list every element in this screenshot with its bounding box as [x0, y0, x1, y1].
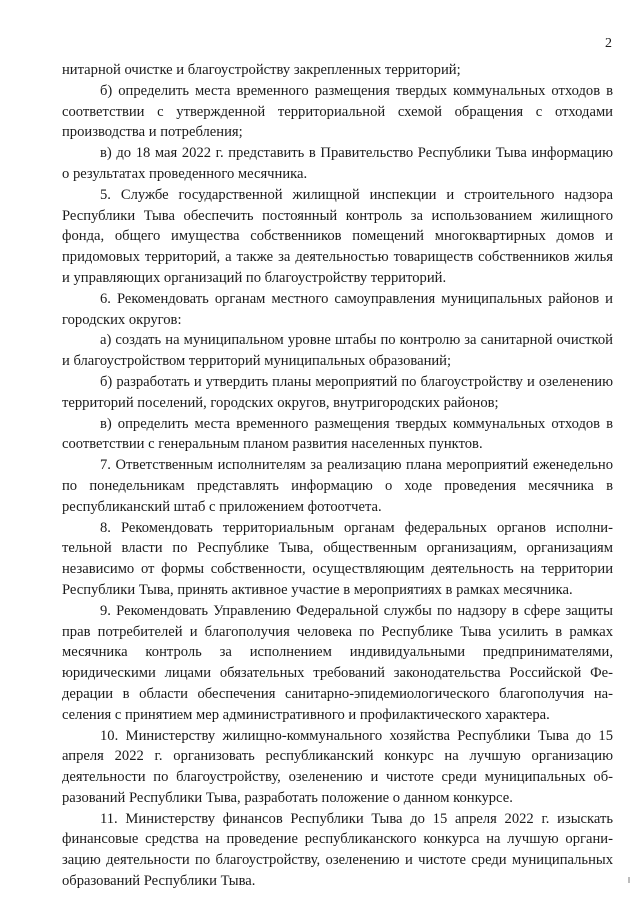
paragraph-9: 9. Рекомендовать Управлению Федеральной службы по надзору в сфере защиты прав потребителей и благополучия человека по Республике Тыва усилить в рамках месячника контроль за исполнением индивидуальными предпринимателями, юридическими лицами обязательных требований законодательства Российской Федерации в области обеспечения санитарно-эпидемиологического благополучия населения с принятием мер административного и профилактического характера.: [62, 602, 613, 723]
paragraph-7: 7. Ответственным исполнителям за реализацию плана мероприятий еженeдельно по понедельникам представлять информацию о ходе проведения месячника в республиканский штаб с приложением фотоотчета.: [62, 457, 613, 515]
document-body: [62, 60, 613, 892]
paragraph-6a: а) создать на муниципальном уровне штабы по контролю за санитарной очисткой и благоустройством территорий муниципальных образований;: [62, 332, 613, 370]
paragraph-continuation: нитарной очистке и благоустройству закрепленных территорий;: [62, 62, 461, 78]
paragraph-item-5c: в) до 18 мая 2022 г. представить в Правительство Республики Тыва информацию о результатах проведенного месячника.: [62, 145, 613, 182]
paragraph-6c: в) определить места временного размещения твердых коммунальных отходов в соответствии с генеральным планом развития населенных пунктов.: [62, 415, 613, 453]
page-number: 2: [605, 36, 612, 51]
scan-artifact-mark: [628, 877, 630, 883]
paragraph-8: 8. Рекомендовать территориальным органам федеральных органов исполнительной власти по Республике Тыва, общественным организациям, организациям независимо от формы собственности, осуществляющим деятельность на территории Республики Тыва, принять активное участие в мероприятиях в рамках месячника.: [62, 519, 613, 598]
paragraph-11: 11. Министерству финансов Республики Тыва до 15 апреля 2022 г. изыскать финансовые средства на проведение республиканского конкурса на лучшую организацию деятельности по благоустройству, озеленению и чистоте среди муниципальных образований Республики Тыва.: [62, 810, 613, 890]
paragraph-5: 5. Службе государственной жилищной инспекции и строительного надзора Республики Тыва обеспечить постоянный контроль за использованием жилищного фонда, общего имущества собственников помещений многоквартирных домов и придомовых территорий, а также за деятельностью товариществ собственников жилья и управляющих организаций по благоустройству территорий.: [62, 186, 613, 286]
paragraph-6: 6. Рекомендовать органам местного самоуправления муниципальных районов и городских округов:: [62, 290, 613, 328]
paragraph-6b: б) разработать и утвердить планы мероприятий по благоустройству и озеленению территорий поселений, городских округов, внутригородских районов;: [62, 373, 613, 411]
paragraph-item-5b: б) определить места временного размещения твердых коммунальных отходов в соответствии с утвержденной территориальной схемой обращения с отходами производства и потребления;: [62, 82, 613, 141]
paragraph-10: 10. Министерству жилищно-коммунального хозяйства Республики Тыва до 15 апреля 2022 г. организовать республиканский конкурс на лучшую организацию деятельности по благоустройству, озеленению и чистоте среди муниципальных образований Республики Тыва, разработать положение о данном конкурсе.: [62, 727, 613, 806]
